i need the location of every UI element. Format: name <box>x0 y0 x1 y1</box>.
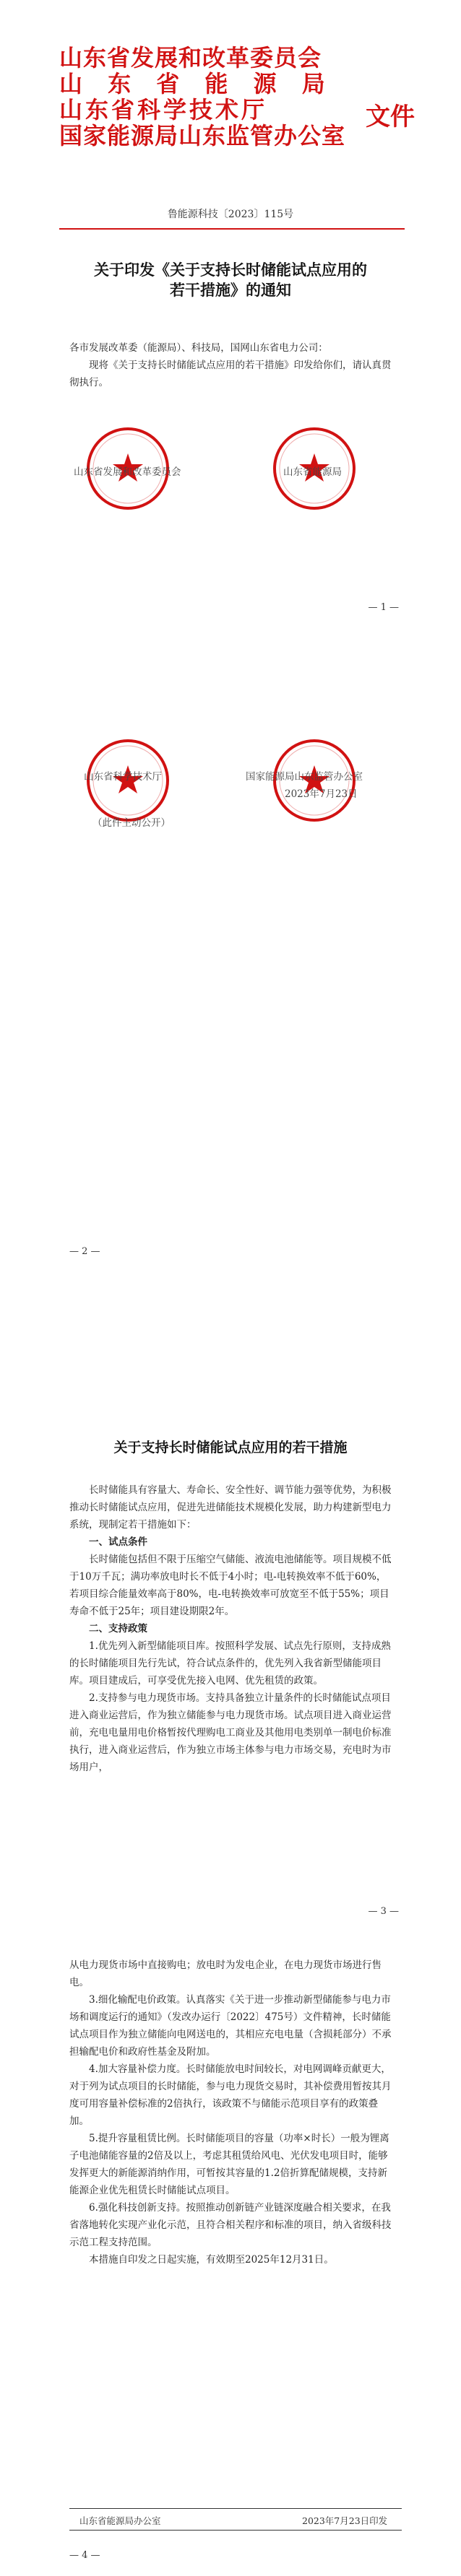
page-4 <box>0 1932 461 2576</box>
issuing-agencies <box>59 45 363 149</box>
section-1-heading: 一、试点条件 <box>89 1536 147 1548</box>
closing-statement: 本措施自印发之日起实施，有效期至2025年12月31日。 <box>89 2254 334 2266</box>
footer-rule-top <box>69 2508 402 2509</box>
public-disclosure-note: （此件主动公开） <box>92 817 171 829</box>
notice-title <box>0 260 461 300</box>
footer-issuer: 山东省能源局办公室 <box>79 2515 161 2526</box>
measures-title: 关于支持长时储能试点应用的若干措施 <box>113 1440 348 1455</box>
page-1 <box>0 0 461 644</box>
page-number-3: — 3 — <box>368 1906 399 1917</box>
agency-line-1: 山东省发展和改革委员会 <box>59 44 322 71</box>
agency-line-2: 山 东 省 能 源 局 <box>59 70 334 97</box>
section-1-body: 长时储能包括但不限于压缩空气储能、液流电池储能等。项目规模不低于10万千瓦；满功率放电时长不低于4小时；电-电转换效率不低于60%，若项目综合能量效率高于80%，电-电转换效率可放宽至不低于55%；项目寿命不低于25年；项目建设期限2年。 <box>69 1554 392 1617</box>
seal-caption-4: 国家能源局山东监管办公室 <box>246 771 363 783</box>
footer-rule-bottom <box>69 2530 402 2531</box>
page-number-1: — 1 — <box>368 602 399 613</box>
page-3 <box>0 1288 461 1932</box>
document-number: 鲁能源科技〔2023〕115号 <box>167 209 294 220</box>
measure-item-6: 6.强化科技创新支持。按照推动创新链产业链深度融合相关要求，在我省落地转化实现产业化示范，且符合相关程序和标准的项目，纳入省级科技示范工程支持范围。 <box>69 2202 392 2248</box>
measure-item-4: 4.加大容量补偿力度。长时储能放电时间较长，对电网调峰贡献更大，对于列为试点项目的长时储能，参与电力现货交易时，其补偿费用暂按其月度可用容量补偿标准的2倍执行，该政策不与储能示范项目享有的政策叠加。 <box>69 2063 392 2127</box>
red-divider <box>59 228 405 230</box>
agency-line-3: 山东省科学技术厅 <box>59 96 268 123</box>
notice-body <box>69 357 395 391</box>
measures-intro: 长时储能具有容量大、寿命长、安全性好、调节能力强等优势，为积极推动长时储能试点应用，促进先进储能技术规模化发展，助力构建新型电力系统，现制定若干措施如下： <box>69 1484 392 1531</box>
page-number-4: — 4 — <box>69 2550 100 2561</box>
page-number-2: — 2 — <box>69 1246 100 1257</box>
measure-item-2: 2.支持参与电力现货市场。支持具备独立计量条件的长时储能试点项目进入商业运营后，作为独立储能参与电力现货市场。试点项目进入商业运营前，充电电量用电价格暂按代理购电工商业及其他用电类别单一制电价标准执行，进入商业运营后，作为独立市场主体参与电力市场交易，充电时为市场用户， <box>69 1692 392 1773</box>
footer-date: 2023年7月23日印发 <box>302 2515 388 2526</box>
seal-caption-2: 山东省能源局 <box>283 466 342 478</box>
page-2 <box>0 644 461 1288</box>
notice-title-line-1: 关于印发《关于支持长时储能试点应用的 <box>94 261 367 279</box>
issue-date: 2023年7月23日 <box>285 788 358 800</box>
agency-line-4: 国家能源局山东监管办公室 <box>59 122 346 149</box>
measures-body-continued <box>69 1957 395 2268</box>
seal-caption-1: 山东省发展和改革委员会 <box>74 466 181 478</box>
notice-title-line-2: 若干措施》的通知 <box>170 281 291 299</box>
measure-item-3: 3.细化输配电价政策。认真落实《关于进一步推动新型储能参与电力市场和调度运行的通知》（发改办运行〔2022〕475号）文件精神，长时储能试点项目作为独立储能向电网送电的，其相应充电电量（含损耗部分）不承担输配电价和政府性基金及附加。 <box>69 1994 392 2058</box>
measure-item-1: 1.优先列入新型储能项目库。按照科学发展、试点先行原则，支持成熟的长时储能项目先行先试，符合试点条件的，优先列入我省新型储能项目库。项目建成后，可享受优先接入电网、优先租赁的政策。 <box>69 1640 391 1687</box>
section-2-heading: 二、支持政策 <box>89 1623 147 1635</box>
measures-body <box>69 1481 395 1776</box>
addressee: 各市发展改革委（能源局）、科技局，国网山东省电力公司： <box>69 342 328 354</box>
seal-caption-3: 山东省科学技术厅 <box>84 771 162 783</box>
measure-item-2-continued: 从电力现货市场中直接购电；放电时为发电企业，在电力现货市场进行售电。 <box>69 1959 382 1988</box>
measure-item-5: 5.提升容量租赁比例。长时储能项目的容量（功率×时长）一般为锂离子电池储能容量的2倍及以上，考虑其租赁给风电、光伏发电项目时，能够发挥更大的新能源消纳作用，可暂按其容量的1.2倍折算配储规模，支持新能源企业优先租赁长时储能试点项目。 <box>69 2133 389 2196</box>
document-label: 文件 <box>366 103 415 131</box>
notice-body-text: 现将《关于支持长时储能试点应用的若干措施》印发给你们，请认真贯彻执行。 <box>69 360 392 388</box>
